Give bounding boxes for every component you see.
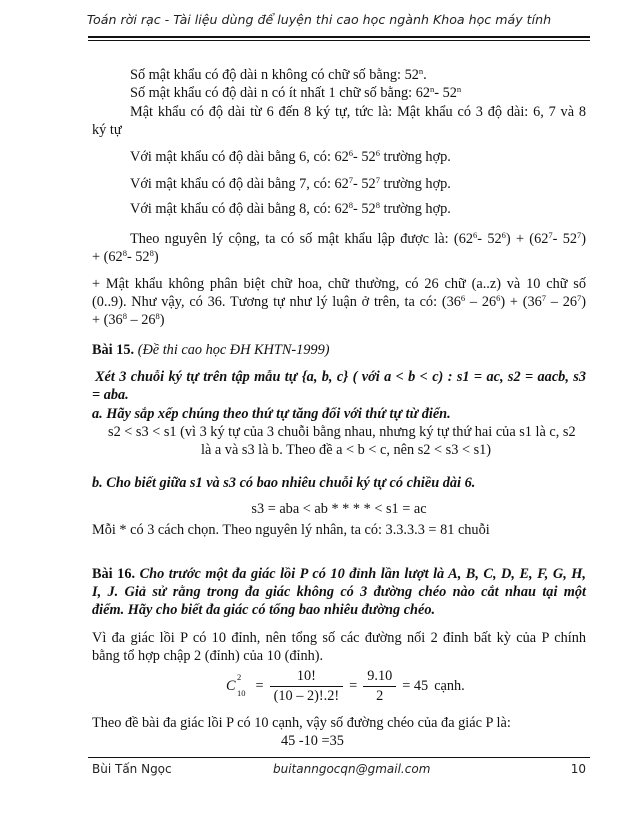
fraction-factorial: $\frac{10!}{(10 - 2)!.2!}$ — [270, 668, 344, 705]
page-header: Toán rời rạc - Tài liệu dùng để luyện thi cao học ngành Khoa học máy tính — [86, 12, 552, 27]
header-rule-thick — [88, 36, 590, 38]
text-line: + Mật khẩu không phân biệt chữ hoa, chữ thường, có 26 chữ (a..z) và 10 chữ số — [92, 276, 586, 292]
footer-rule — [88, 757, 590, 758]
solution-line: bằng tổ hợp chập 2 (đỉnh) của 10 (đỉnh). — [92, 648, 324, 664]
page-number: 10 — [570, 762, 586, 776]
section-heading-bai16: Bài 16. Cho trước một đa giác lồi P có 10 đỉnh lần lượt là A, B, C, D, E, F, G, H, — [92, 566, 587, 582]
header-rule-thin — [88, 40, 590, 41]
subquestion-a: a. Hãy sắp xếp chúng theo thứ tự tăng đối với thứ tự từ điển. — [92, 406, 451, 422]
answer-line: s3 = aba < ab * * * * < s1 = ac — [251, 501, 427, 517]
subquestion-b: b. Cho biết giữa s1 và s3 có bao nhiêu chuỗi ký tự có chiều dài 6. — [92, 475, 476, 491]
text-line: Mật khẩu có độ dài từ 6 đến 8 ký tự, tức là: Mật khẩu có 3 độ dài: 6, 7 và 8 — [130, 104, 586, 120]
text-line: + $(36^8 - 26^8)$ — [92, 311, 165, 328]
solution-line: Theo đề bài đa giác lồi P có 10 cạnh, vậy số đường chéo của đa giác P là: — [92, 715, 511, 731]
sum-line-cont: + ($62^8-$ $52^8$) — [92, 248, 159, 265]
text-line: (0..9). Như vậy, có 36. Tương tự như lý luận ở trên, ta có: $(36^6 - 26^6) + (36^7 - 26^7)$ — [92, 293, 587, 310]
combination-equation: C 2 10 = $\frac{10!}{(10 - 2)!.2!}$ = $\frac{9.10}{2}$ = 45 cạnh. — [226, 667, 465, 704]
case-6-line: Với mật khẩu có độ dài bằng 6, có: $62^6-$ $52^6$ trường hợp. — [130, 148, 451, 165]
solution-result: 45 -10 =35 — [281, 733, 344, 749]
sum-line: Theo nguyên lý cộng, ta có số mật khẩu lập được là: ($62^6-$ $52^6) + (62^7-$ $52^7$) — [130, 230, 587, 247]
text-line: Số mật khẩu có độ dài n có ít nhất 1 chữ số bằng: 62$^n$- 52$^n$ — [130, 84, 462, 101]
question-text: điểm. Hãy cho biết đa giác có tổng bao nhiêu đường chéo. — [92, 602, 436, 618]
question-text: Xét 3 chuỗi ký tự trên tập mẫu tự {a, b, c} ( với a < b < c) : s1 = ac, s2 = aacb, s3 — [95, 369, 586, 385]
question-text: = aba. — [92, 387, 129, 403]
footer-author: Bùi Tấn Ngọc — [92, 762, 172, 776]
answer-line: s2 < s3 < s1 (vì 3 ký tự của 3 chuỗi bằng nhau, nhưng ký tự thứ hai của s1 là c, s2 — [108, 424, 576, 440]
answer-line: Mỗi * có 3 cách chọn. Theo nguyên lý nhân, ta có: 3.3.3.3 = 81 chuỗi — [92, 522, 490, 538]
text-line: ký tự — [92, 122, 122, 138]
case-8-line: Với mật khẩu có độ dài bằng 8, có: $62^8-$ $52^8$ trường hợp. — [130, 200, 451, 217]
section-heading-bai15: Bài 15. (Đề thi cao học ĐH KHTN-1999) — [92, 342, 330, 358]
case-7-line: Với mật khẩu có độ dài bằng 7, có: $62^7-$ $52^7$ trường hợp. — [130, 175, 451, 192]
footer-email: buitanngocqn@gmail.com — [273, 762, 431, 776]
text-line: Số mật khẩu có độ dài n không có chữ số bằng: 52$^n$. — [130, 66, 427, 83]
combination-symbol: C 2 10 — [226, 671, 246, 698]
fraction-simplified: $\frac{9.10}{2}$ — [363, 668, 396, 705]
solution-line: Vì đa giác lồi P có 10 đỉnh, nên tổng số các đường nối 2 đỉnh bất kỳ của P chính — [92, 630, 586, 646]
answer-line: là a và s3 là b. Theo đề a < b < c, nên s2 < s3 < s1) — [201, 442, 492, 458]
question-text: I, J. Giả sử rằng trong đa giác không có 3 đường chéo nào cắt nhau tại một — [92, 584, 586, 600]
